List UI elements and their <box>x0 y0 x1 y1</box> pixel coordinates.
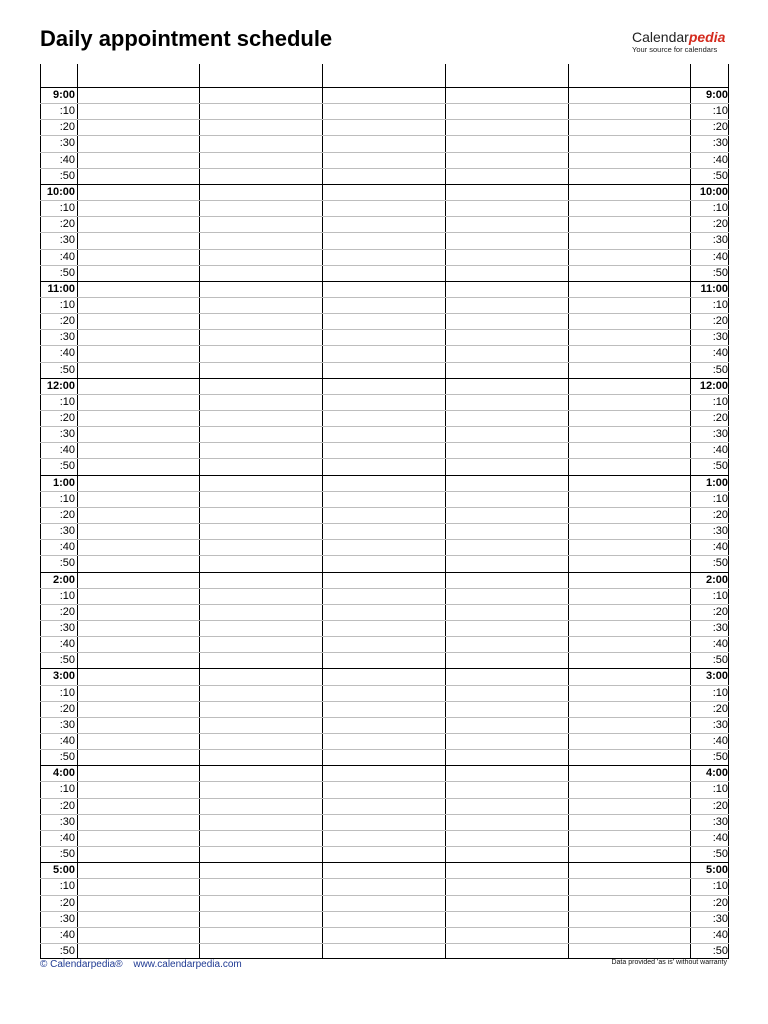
footer-copyright: © Calendarpedia® <box>40 959 123 970</box>
time-label-right: :40 <box>712 928 728 941</box>
time-label-left: 12:00 <box>46 379 75 392</box>
time-label-right: :20 <box>712 605 728 618</box>
time-label-left: :10 <box>59 686 75 699</box>
time-label-right: 3:00 <box>705 670 728 683</box>
time-label-left: 5:00 <box>52 864 75 877</box>
time-label-right: :20 <box>712 896 728 909</box>
time-label-left: :30 <box>59 621 75 634</box>
time-label-left: :10 <box>59 880 75 893</box>
time-label-left: 11:00 <box>47 282 75 295</box>
time-slot-row[interactable] <box>40 701 729 718</box>
time-label-left: :40 <box>59 831 75 844</box>
time-label-left: 4:00 <box>52 767 75 780</box>
time-label-right: 4:00 <box>705 767 728 780</box>
time-slot-row[interactable] <box>40 895 729 912</box>
time-slot-row[interactable] <box>40 362 729 379</box>
time-label-left: :50 <box>59 363 75 376</box>
time-label-right: :50 <box>712 751 728 764</box>
time-label-right: :50 <box>712 460 728 473</box>
time-label-left: :10 <box>59 783 75 796</box>
time-label-left: :10 <box>59 105 75 118</box>
time-label-left: :40 <box>59 347 75 360</box>
logo-wordmark <box>632 30 732 45</box>
time-slot-row[interactable] <box>40 555 729 572</box>
time-label-left: :50 <box>59 944 75 957</box>
time-label-right: :30 <box>712 331 728 344</box>
time-label-left: :40 <box>59 638 75 651</box>
hour-row[interactable] <box>40 862 729 879</box>
time-label-right: :50 <box>712 169 728 182</box>
time-label-right: :40 <box>712 735 728 747</box>
time-label-left: :50 <box>59 460 75 473</box>
time-label-right: :40 <box>712 444 728 457</box>
time-label-right: :50 <box>712 944 728 957</box>
time-slot-row[interactable] <box>40 119 729 136</box>
time-label-left: :50 <box>59 266 75 279</box>
time-label-left: :20 <box>59 702 75 715</box>
time-label-left: 1:00 <box>52 476 75 489</box>
time-label-left: :40 <box>59 250 75 263</box>
time-label-right: :30 <box>712 525 728 538</box>
time-slot-row[interactable] <box>40 717 729 734</box>
time-label-left: :30 <box>59 718 75 731</box>
time-slot-row[interactable] <box>40 265 729 282</box>
time-slot-row[interactable] <box>40 329 729 346</box>
time-label-right: :40 <box>712 541 728 554</box>
time-label-right: 5:00 <box>705 864 728 877</box>
time-slot-row[interactable] <box>40 781 729 798</box>
time-label-left: 10:00 <box>46 185 75 198</box>
footer-left <box>40 959 250 970</box>
hour-row[interactable] <box>40 475 729 492</box>
time-label-right: :30 <box>712 428 728 441</box>
time-label-left: :30 <box>59 331 75 344</box>
time-label-left: :30 <box>59 912 75 925</box>
time-slot-row[interactable] <box>40 846 729 863</box>
time-label-right: :10 <box>712 880 728 893</box>
time-slot-row[interactable] <box>40 927 729 944</box>
time-label-right: :20 <box>712 315 728 328</box>
time-label-left: :40 <box>59 735 75 747</box>
logo-tagline: Your source for calendars <box>632 45 718 54</box>
time-label-left: :10 <box>59 298 75 311</box>
time-label-right: :40 <box>712 638 728 651</box>
time-label-right: :40 <box>712 153 728 166</box>
time-slot-row[interactable] <box>40 588 729 605</box>
logo-name-accent: pedia <box>688 29 726 45</box>
time-slot-row[interactable] <box>40 297 729 314</box>
time-label-right: :30 <box>712 815 728 828</box>
time-label-right: :20 <box>712 218 728 231</box>
time-label-left: :20 <box>59 508 75 521</box>
time-label-left: :10 <box>59 202 75 215</box>
footer-disclaimer: Data provided 'as is' without warranty <box>611 959 727 966</box>
time-label-left: :40 <box>59 541 75 554</box>
calendarpedia-logo[interactable] <box>632 30 732 54</box>
time-label-left: :20 <box>59 315 75 328</box>
time-label-left: :10 <box>59 395 75 408</box>
time-label-right: :40 <box>712 831 728 844</box>
time-label-right: 9:00 <box>705 89 728 101</box>
time-label-right: :40 <box>712 347 728 360</box>
logo-name-plain: Calendar <box>632 29 689 45</box>
time-slot-row[interactable] <box>40 345 729 362</box>
time-label-left: 2:00 <box>52 573 75 586</box>
time-slot-row[interactable] <box>40 749 729 766</box>
time-label-left: :30 <box>59 815 75 828</box>
footer-url-link[interactable]: www.calendarpedia.com <box>133 959 242 970</box>
time-label-left: :10 <box>59 492 75 505</box>
time-label-left: :50 <box>59 169 75 182</box>
page-title: Daily appointment schedule <box>40 26 333 51</box>
time-slot-row[interactable] <box>40 911 729 928</box>
time-label-right: 11:00 <box>700 282 728 295</box>
time-slot-row[interactable] <box>40 426 729 443</box>
time-label-left: :40 <box>59 928 75 941</box>
hour-row[interactable] <box>40 572 729 589</box>
hour-row[interactable] <box>40 668 729 685</box>
time-label-left: :20 <box>59 121 75 134</box>
time-label-right: :50 <box>712 266 728 279</box>
time-label-right: :10 <box>712 589 728 602</box>
time-label-right: :40 <box>712 250 728 263</box>
time-label-left: :20 <box>59 605 75 618</box>
schedule-grid <box>40 64 729 959</box>
time-label-left: :30 <box>59 234 75 247</box>
time-label-right: :50 <box>712 363 728 376</box>
time-label-left: :20 <box>59 218 75 231</box>
time-slot-row[interactable] <box>40 620 729 637</box>
time-label-right: :10 <box>712 686 728 699</box>
time-label-right: :10 <box>712 783 728 796</box>
time-label-right: :10 <box>712 202 728 215</box>
time-slot-row[interactable] <box>40 216 729 233</box>
time-label-right: :50 <box>712 848 728 861</box>
time-slot-row[interactable] <box>40 814 729 831</box>
time-slot-row[interactable] <box>40 232 729 249</box>
time-slot-row[interactable] <box>40 458 729 475</box>
time-label-left: :30 <box>59 525 75 538</box>
time-label-left: 9:00 <box>52 89 75 101</box>
time-label-right: 10:00 <box>699 185 728 198</box>
time-slot-row[interactable] <box>40 152 729 169</box>
time-slot-row[interactable] <box>40 636 729 653</box>
time-slot-row[interactable] <box>40 168 729 185</box>
time-label-right: :20 <box>712 702 728 715</box>
time-label-right: :50 <box>712 654 728 667</box>
time-label-right: :10 <box>712 298 728 311</box>
time-slot-row[interactable] <box>40 943 729 960</box>
time-label-right: :30 <box>712 621 728 634</box>
time-label-left: :20 <box>59 896 75 909</box>
time-label-left: :50 <box>59 751 75 764</box>
time-label-right: :20 <box>712 121 728 134</box>
time-slot-row[interactable] <box>40 442 729 459</box>
time-label-right: :30 <box>712 718 728 731</box>
time-label-right: :20 <box>712 508 728 521</box>
time-slot-row[interactable] <box>40 733 729 750</box>
time-label-left: :20 <box>59 799 75 812</box>
hour-row[interactable] <box>40 87 729 104</box>
time-slot-row[interactable] <box>40 685 729 702</box>
time-label-left: :20 <box>59 412 75 424</box>
hour-row[interactable] <box>40 281 729 298</box>
time-label-right: :10 <box>712 395 728 408</box>
time-slot-row[interactable] <box>40 249 729 266</box>
time-label-left: :40 <box>59 153 75 166</box>
time-slot-row[interactable] <box>40 604 729 621</box>
time-label-right: 12:00 <box>699 379 728 392</box>
time-label-right: 1:00 <box>705 476 728 489</box>
time-label-left: :30 <box>59 428 75 441</box>
time-label-left: :50 <box>59 654 75 667</box>
time-label-left: 3:00 <box>52 670 75 683</box>
time-label-left: :30 <box>59 137 75 150</box>
time-slot-row[interactable] <box>40 394 729 411</box>
hour-row[interactable] <box>40 765 729 782</box>
time-label-right: :50 <box>712 557 728 570</box>
time-slot-row[interactable] <box>40 523 729 540</box>
time-slot-row[interactable] <box>40 103 729 120</box>
time-label-right: :10 <box>712 492 728 505</box>
hour-row[interactable] <box>40 378 729 395</box>
time-label-left: :50 <box>59 848 75 861</box>
time-slot-row[interactable] <box>40 491 729 508</box>
time-label-left: :50 <box>59 557 75 570</box>
time-slot-row[interactable] <box>40 652 729 669</box>
time-label-right: 2:00 <box>705 573 728 586</box>
time-label-right: :30 <box>712 137 728 150</box>
time-slot-row[interactable] <box>40 135 729 152</box>
time-label-right: :20 <box>712 799 728 812</box>
time-slot-row[interactable] <box>40 410 729 427</box>
time-slot-row[interactable] <box>40 200 729 217</box>
time-slot-row[interactable] <box>40 313 729 330</box>
time-slot-row[interactable] <box>40 507 729 524</box>
time-label-right: :30 <box>712 912 728 925</box>
time-label-left: :10 <box>59 589 75 602</box>
time-label-right: :10 <box>712 105 728 118</box>
time-label-right: :30 <box>712 234 728 247</box>
hour-row[interactable] <box>40 184 729 201</box>
time-slot-row[interactable] <box>40 798 729 815</box>
time-slot-row[interactable] <box>40 830 729 847</box>
time-label-right: :20 <box>712 412 728 424</box>
time-slot-row[interactable] <box>40 539 729 556</box>
time-slot-row[interactable] <box>40 878 729 895</box>
time-label-left: :40 <box>59 444 75 457</box>
